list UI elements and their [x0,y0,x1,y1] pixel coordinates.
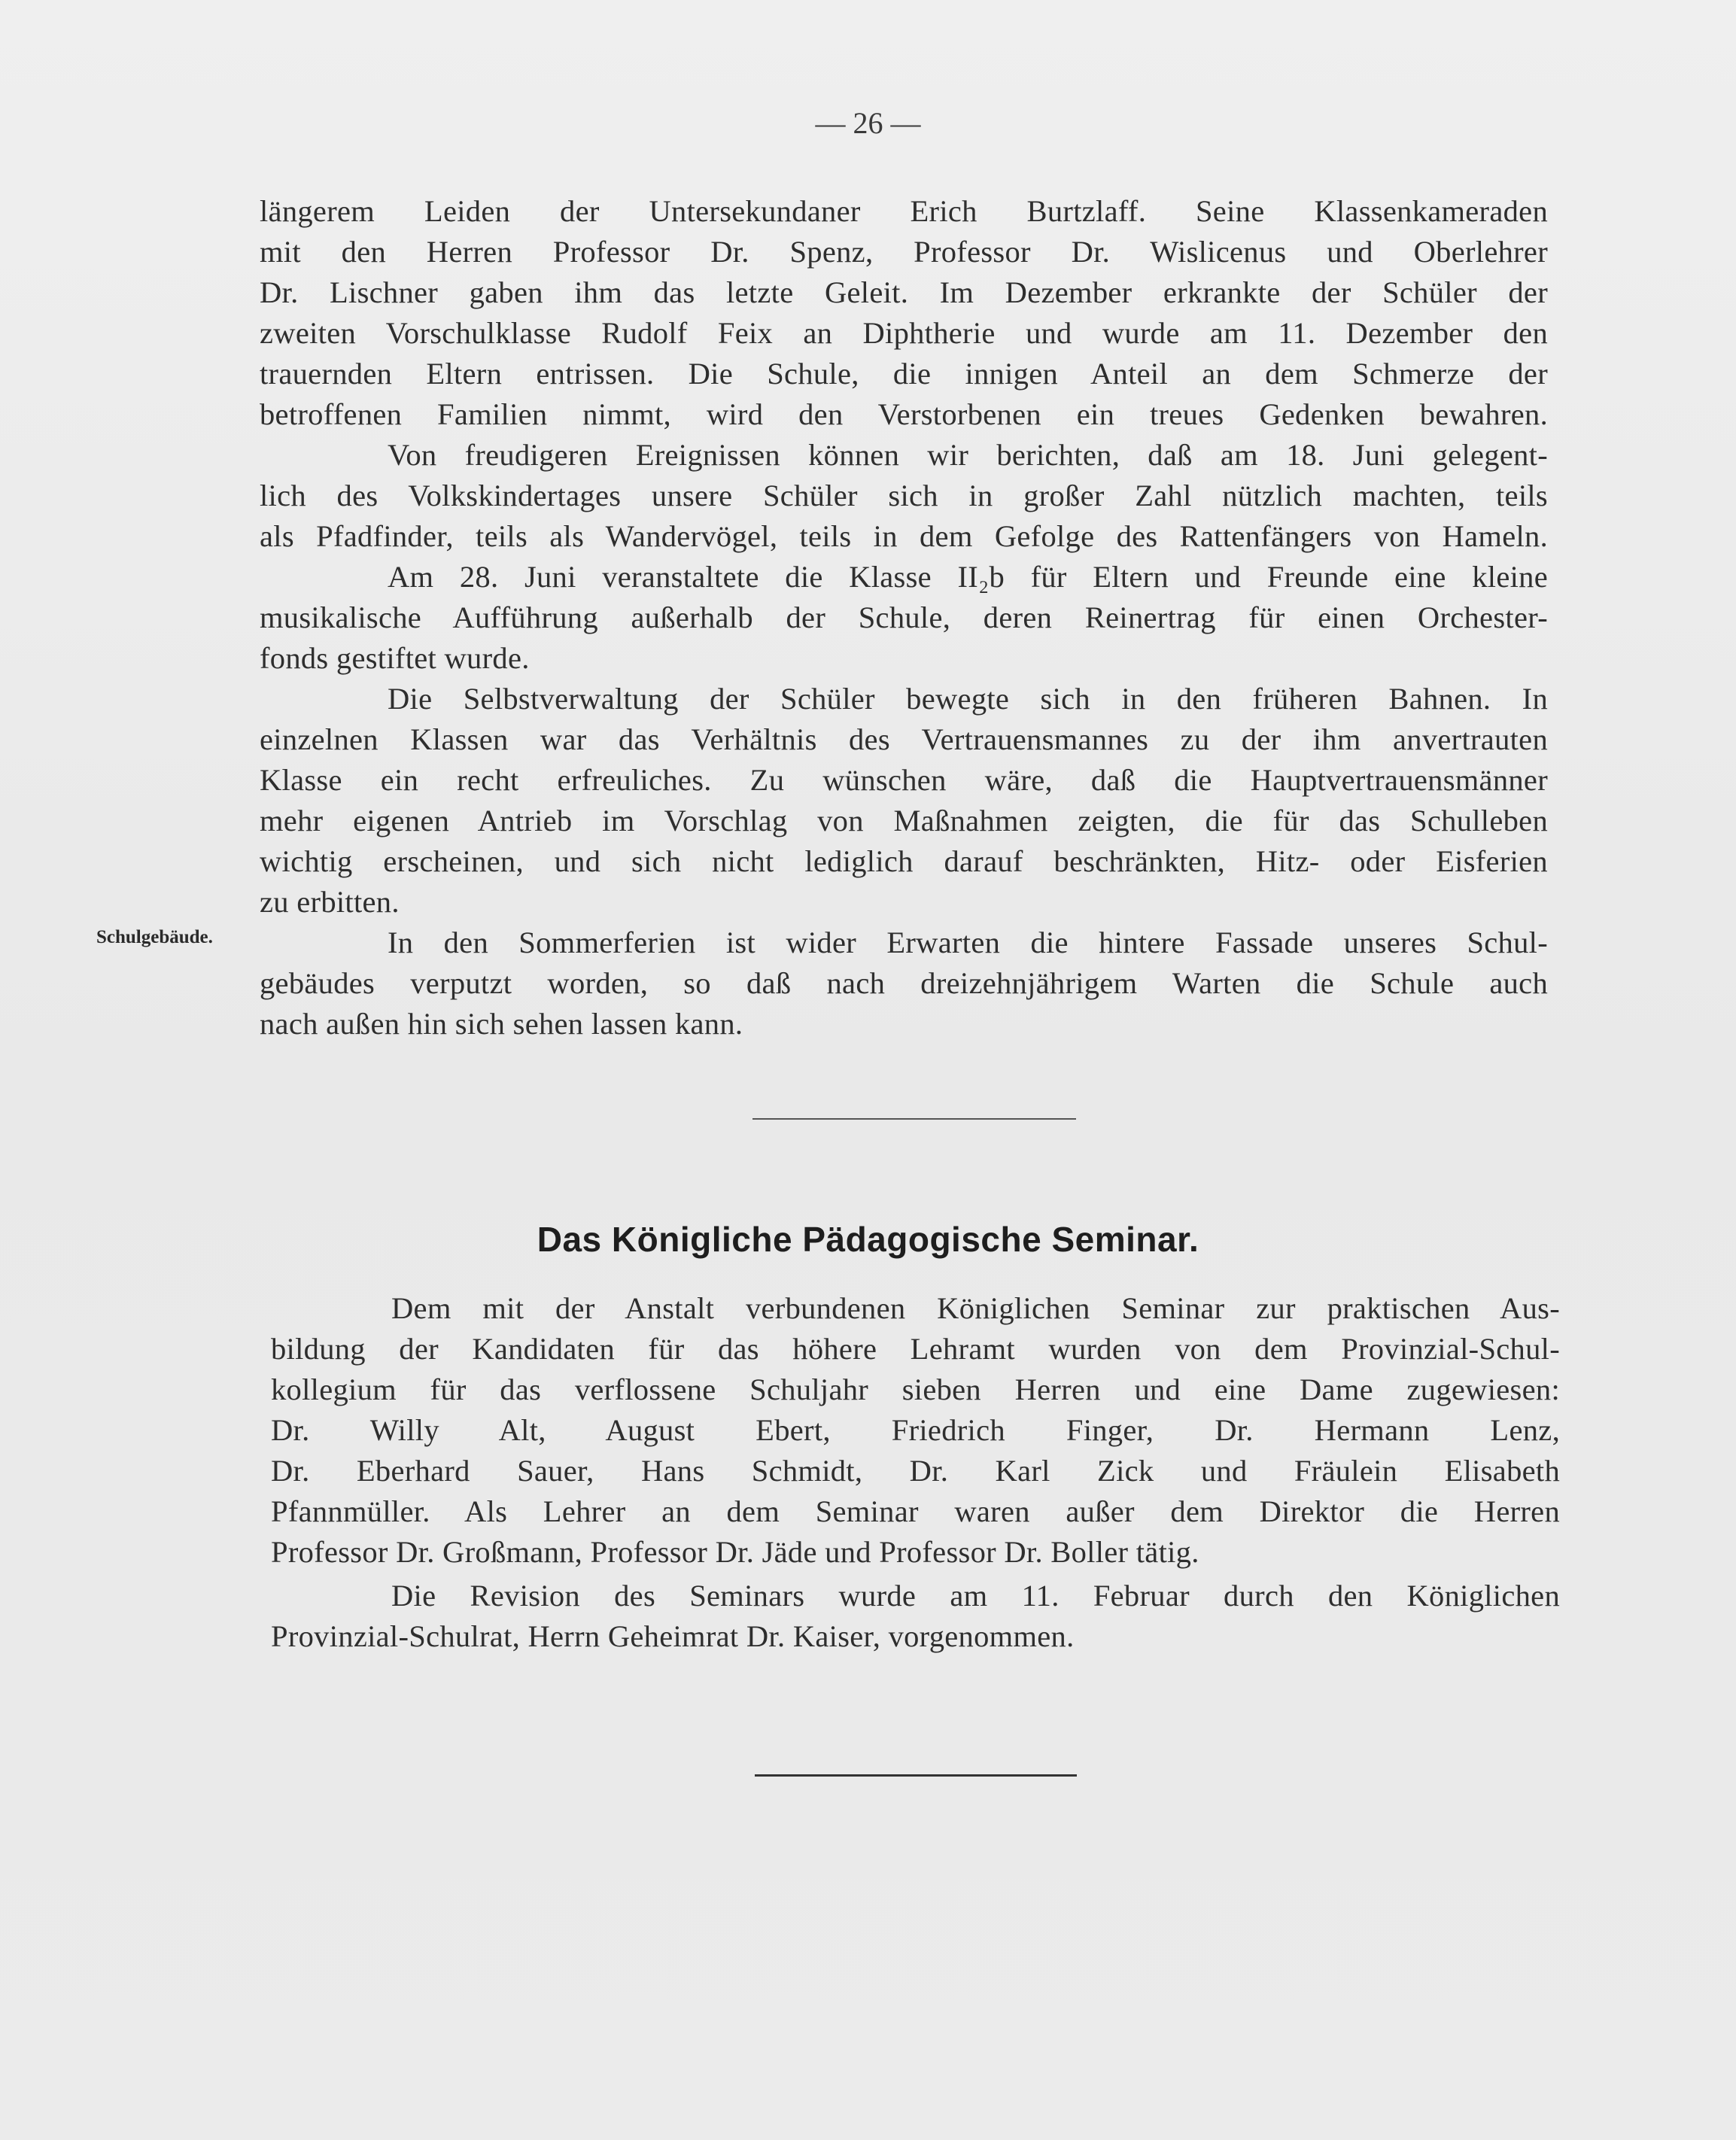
text-line: In den Sommerferien ist wider Erwarten die hintere Fassade unseres Schul- [388,926,1548,959]
text-line: Professor Dr. Großmann, Professor Dr. Jäde und Professor Dr. Boller tätig. [271,1535,1199,1569]
text-line: kollegium für das verflossene Schuljahr sieben Herren und eine Dame zugewiesen: [271,1372,1560,1406]
text-line: fonds gestiftet wurde. [260,641,530,675]
text-line: bildung der Kandidaten für das höhere Lehramt wurden von dem Provinzial-Schul- [271,1332,1560,1366]
text-line: einzelnen Klassen war das Verhältnis des Vertrauensmannes zu der ihm anvertrauten [260,722,1548,756]
text-line: Pfannmüller. Als Lehrer an dem Seminar waren außer dem Direktor die Herren [271,1494,1560,1528]
end-divider [755,1774,1077,1777]
section-divider [752,1118,1076,1120]
text-line: wichtig erscheinen, und sich nicht lediglich darauf beschränkten, Hitz- oder Eisferien [260,844,1548,878]
text-line: zweiten Vorschulklasse Rudolf Feix an Diphtherie und wurde am 11. Dezember den [260,316,1548,350]
text-line: Dem mit der Anstalt verbundenen Königlichen Seminar zur praktischen Aus- [391,1291,1560,1325]
text-line: nach außen hin sich sehen lassen kann. [260,1007,743,1041]
text-line: als Pfadfinder, teils als Wandervögel, teils in dem Gefolge des Rattenfängers von Hameln. [260,519,1548,553]
text-line: mit den Herren Professor Dr. Spenz, Professor Dr. Wislicenus und Oberlehrer [260,235,1548,269]
text-line: Klasse ein recht erfreuliches. Zu wünschen wäre, daß die Hauptvertrauensmänner [260,763,1548,797]
text-line: betroffenen Familien nimmt, wird den Verstorbenen ein treues Gedenken bewahren. [260,397,1548,431]
page-number: — 26 — [815,106,921,140]
text-line: Provinzial-Schulrat, Herrn Geheimrat Dr. Kaiser, vorgenommen. [271,1619,1075,1653]
text-line: Von freudigeren Ereignissen können wir berichten, daß am 18. Juni gelegent- [388,438,1548,472]
text-line: mehr eigenen Antrieb im Vorschlag von Maßnahmen zeigten, die für das Schulleben [260,804,1548,837]
text-line: trauernden Eltern entrissen. Die Schule, die innigen Anteil an dem Schmerze der [260,357,1548,391]
text-line: zu erbitten. [260,885,400,919]
text-line: längerem Leiden der Untersekundaner Erich Burtzlaff. Seine Klassenkameraden [260,194,1548,228]
text-line: Am 28. Juni veranstaltete die Klasse II₂b für Eltern und Freunde eine kleine [388,560,1548,594]
text-line: musikalische Aufführung außerhalb der Schule, deren Reinertrag für einen Orchester- [260,600,1548,634]
margin-note: Schulgebäude. [96,927,213,947]
section-heading: Das Königliche Pädagogische Seminar. [537,1220,1199,1259]
text-line: Dr. Willy Alt, August Ebert, Friedrich Finger, Dr. Hermann Lenz, [271,1413,1560,1447]
text-line: Die Revision des Seminars wurde am 11. Februar durch den Königlichen [391,1579,1560,1613]
text-line: Die Selbstverwaltung der Schüler bewegte sich in den früheren Bahnen. In [388,682,1548,716]
text-line: lich des Volkskindertages unsere Schüler sich in großer Zahl nützlich machten, teils [260,479,1548,512]
text-line: Dr. Eberhard Sauer, Hans Schmidt, Dr. Karl Zick und Fräulein Elisabeth [271,1454,1560,1488]
text-line: gebäudes verputzt worden, so daß nach dreizehnjährigem Warten die Schule auch [260,966,1548,1000]
text-line: Dr. Lischner gaben ihm das letzte Geleit. Im Dezember erkrankte der Schüler der [260,275,1548,309]
